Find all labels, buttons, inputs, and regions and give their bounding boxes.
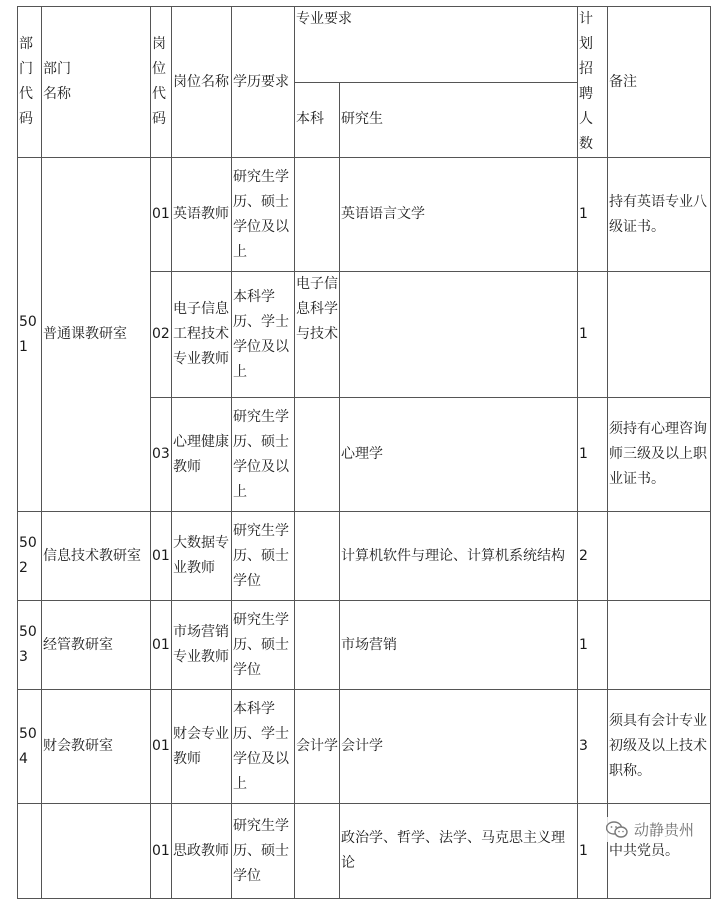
education-cell: 研究生学历、硕士学位及以上 [232,158,295,272]
post-name-cell: 英语教师 [172,158,232,272]
post-code-cell: 02 [151,272,172,398]
post-name-cell: 心理健康教师 [172,398,232,512]
dept-code-cell: 502 [18,512,42,601]
count-cell: 2 [578,512,608,601]
undergrad-cell [295,398,340,512]
postgrad-cell: 市场营销 [340,601,578,690]
dept-code-cell: 504 [18,690,42,804]
postgrad-cell [340,272,578,398]
education-cell: 本科学历、学士学位及以上 [232,272,295,398]
post-name-cell: 电子信息工程技术专业教师 [172,272,232,398]
dept-name-cell [42,804,151,899]
header-education: 学历要求 [232,7,295,158]
remarks-cell: 须具有会计专业初级及以上技术职称。 [608,690,711,804]
undergrad-cell: 电子信息科学与技术 [295,272,340,398]
dept-code-cell: 503 [18,601,42,690]
table-row [18,601,711,690]
postgrad-cell: 政治学、哲学、法学、马克思主义理论 [340,804,578,899]
post-code-cell: 03 [151,398,172,512]
count-cell: 1 [578,272,608,398]
header-post-code: 岗位代码 [151,7,172,158]
count-cell: 3 [578,690,608,804]
dept-name-cell: 信息技术教研室 [42,512,151,601]
count-cell: 1 [578,398,608,512]
count-cell: 1 [578,601,608,690]
postgrad-cell: 计算机软件与理论、计算机系统结构 [340,512,578,601]
post-code-cell: 01 [151,601,172,690]
table-row [18,690,711,804]
table-row [18,158,711,272]
education-cell: 本科学历、学士学位及以上 [232,690,295,804]
wechat-icon [606,821,628,839]
undergrad-cell [295,158,340,272]
post-name-cell: 市场营销专业教师 [172,601,232,690]
post-code-cell: 01 [151,804,172,899]
header-dept-name-line2: 名称 [43,86,71,102]
header-undergrad: 本科 [295,82,340,158]
education-cell: 研究生学历、硕士学位 [232,601,295,690]
header-post-name: 岗位名称 [172,7,232,158]
post-code-cell: 01 [151,690,172,804]
remarks-cell [608,272,711,398]
education-cell: 研究生学历、硕士学位及以上 [232,398,295,512]
dept-code-cell: 501 [18,158,42,512]
postgrad-cell: 会计学 [340,690,578,804]
remarks-cell: 持有英语专业八级证书。 [608,158,711,272]
table-row [18,512,711,601]
undergrad-cell [295,512,340,601]
remarks-cell: 中共党员。 [608,804,711,899]
undergrad-cell: 会计学 [295,690,340,804]
post-code-cell: 01 [151,158,172,272]
dept-name-cell: 普通课教研室 [42,158,151,512]
header-postgrad: 研究生 [340,82,578,158]
header-dept-code: 部门代码 [18,7,42,158]
header-remarks: 备注 [608,7,711,158]
education-cell: 研究生学历、硕士学位 [232,804,295,899]
post-name-cell: 财会专业教师 [172,690,232,804]
header-dept-name [42,7,151,158]
header-dept-name-line1: 部门 [43,61,71,77]
dept-name-cell: 经管教研室 [42,601,151,690]
header-major-requirement: 专业要求 [295,7,578,83]
post-name-cell: 大数据专业教师 [172,512,232,601]
recruitment-table [17,6,711,899]
remarks-cell [608,512,711,601]
dept-code-cell [18,804,42,899]
count-cell: 1 [578,158,608,272]
watermark [602,817,698,842]
post-code-cell: 01 [151,512,172,601]
header-plan-count: 计划招聘人数 [578,7,608,158]
watermark-text: 动静贵州 [633,821,694,839]
remarks-cell: 须持有心理咨询师三级及以上职业证书。 [608,398,711,512]
postgrad-cell: 心理学 [340,398,578,512]
count-cell: 1 [578,804,608,899]
undergrad-cell [295,804,340,899]
dept-name-cell: 财会教研室 [42,690,151,804]
post-name-cell: 思政教师 [172,804,232,899]
undergrad-cell [295,601,340,690]
education-cell: 研究生学历、硕士学位 [232,512,295,601]
postgrad-cell: 英语语言文学 [340,158,578,272]
remarks-cell [608,601,711,690]
